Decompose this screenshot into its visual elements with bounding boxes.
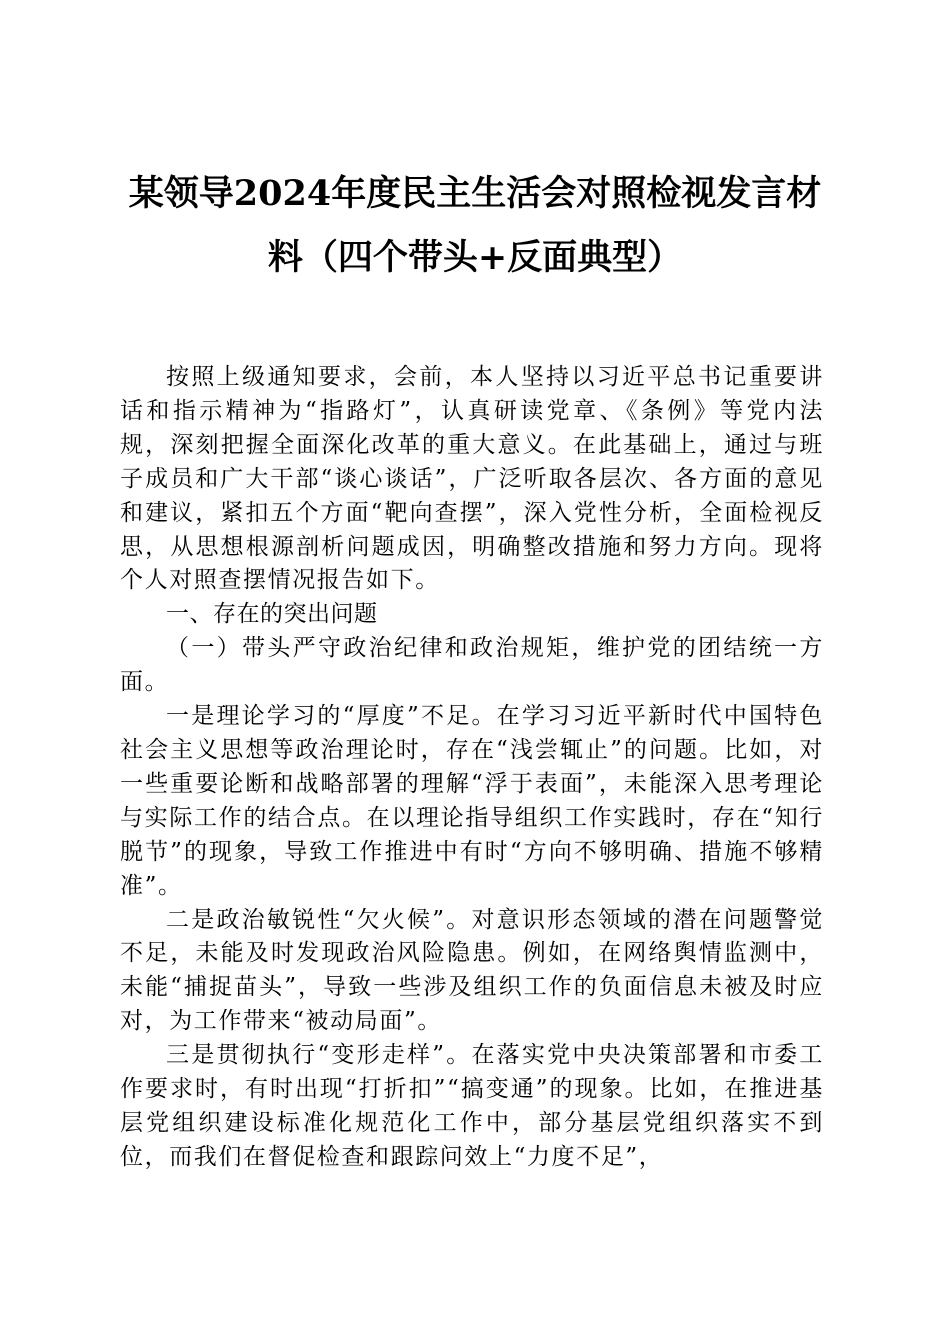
intro-paragraph: 按照上级通知要求，会前，本人坚持以习近平总书记重要讲话和指示精神为“指路灯”，认真研读党章、《条例》等党内法规，深刻把握全面深化改革的重大意义。在此基础上，通过与班子成员和广大干部“谈心谈话”，广泛听取各层次、各方面的意见和建议，紧扣五个方面“靶向查摆”，深入党性分析，全面检视反思，从思想根源剖析问题成因，明确整改措施和努力方向。现将个人对照查摆情况报告如下。 <box>120 364 824 594</box>
document-body <box>120 361 824 1175</box>
title-line-2: 料（四个带头+反面典型） <box>267 237 683 278</box>
body-paragraph: 三是贯彻执行“变形走样”。在落实党中央决策部署和市委工作要求时，有时出现“打折扣”“搞变通”的现象。比如，在推进基层党组织建设标准化规范化工作中，部分基层党组织落实不到位，而我们在督促检查和跟踪问效上“力度不足”， <box>120 1042 824 1170</box>
subsection-heading-1: （一）带头严守政治纪律和政治规矩，维护党的团结统一方面。 <box>120 635 824 696</box>
body-paragraph: 一是理论学习的“厚度”不足。在学习习近平新时代中国特色社会主义思想等政治理论时，存在“浅尝辄止”的问题。比如，对一些重要论断和战略部署的理解“浮于表面”，未能深入思考理论与实际工作的结合点。在以理论指导组织工作实践时，存在“知行脱节”的现象，导致工作推进中有时“方向不够明确、措施不够精准”。 <box>120 703 824 899</box>
title-line-1: 某领导2024年度民主生活会对照检视发言材 <box>128 173 822 214</box>
section-heading-1: 一、存在的突出问题 <box>166 601 378 628</box>
document-title <box>118 162 832 290</box>
body-paragraph: 二是政治敏锐性“欠火候”。对意识形态领域的潜在问题警觉不足，未能及时发现政治风险隐患。例如，在网络舆情监测中，未能“捕捉苗头”，导致一些涉及组织工作的负面信息未被及时应对，为工作带来“被动局面”。 <box>120 906 824 1035</box>
